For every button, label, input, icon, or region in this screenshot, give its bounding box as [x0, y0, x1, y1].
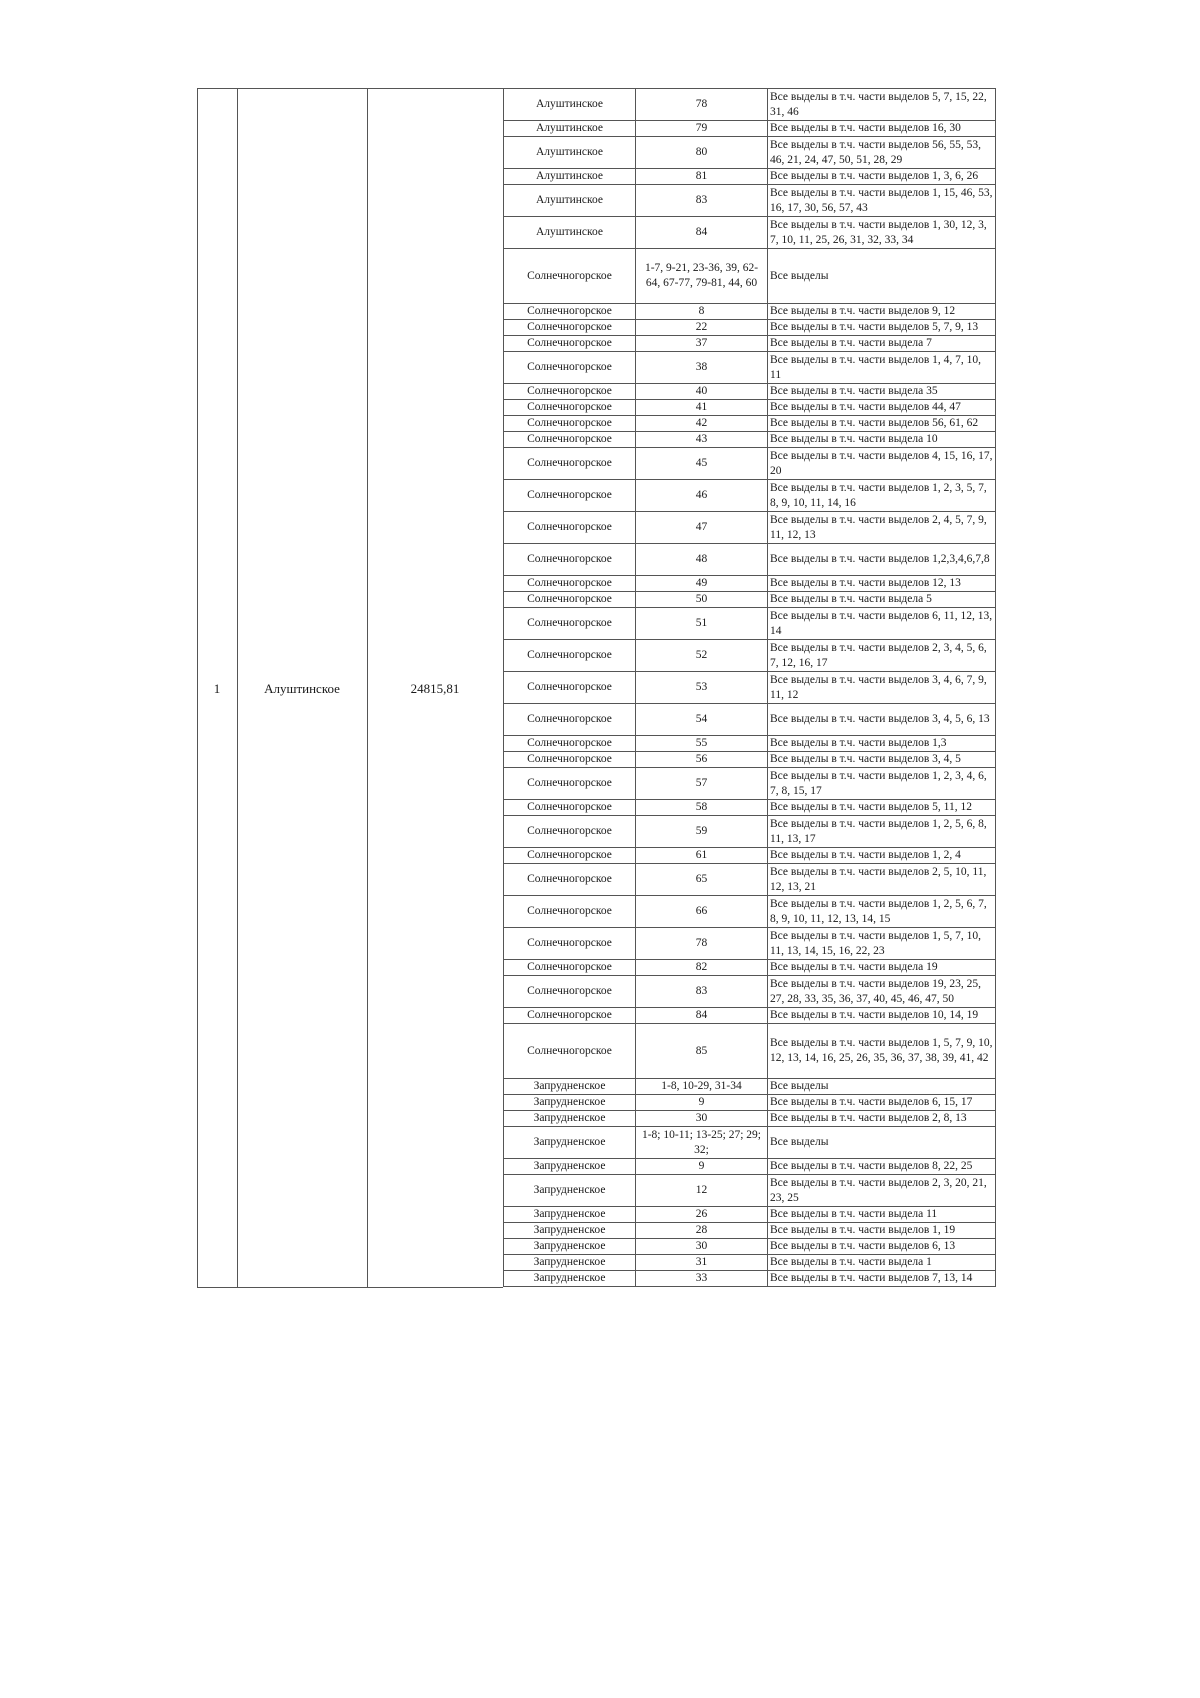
table-row — [504, 640, 996, 672]
quarter-cell: 30 — [636, 1111, 768, 1127]
table-row — [504, 976, 996, 1008]
quarter-cell: 28 — [636, 1223, 768, 1239]
table-row — [504, 1239, 996, 1255]
table-row — [504, 432, 996, 448]
forestry-cell: Солнечногорское — [504, 592, 636, 608]
forestry-cell: Солнечногорское — [504, 864, 636, 896]
forestry-cell: Запрудненское — [504, 1207, 636, 1223]
quarter-cell: 54 — [636, 704, 768, 736]
forestry-cell: Солнечногорское — [504, 736, 636, 752]
parcels-cell: Все выделы в т.ч. части выделов 10, 14, 19 — [768, 1008, 996, 1024]
parcels-cell: Все выделы в т.ч. части выделов 8, 22, 25 — [768, 1159, 996, 1175]
forestry-cell: Солнечногорское — [504, 544, 636, 576]
parcels-cell: Все выделы в т.ч. части выделов 5, 11, 12 — [768, 800, 996, 816]
parcels-cell: Все выделы в т.ч. части выделов 44, 47 — [768, 400, 996, 416]
quarter-cell: 65 — [636, 864, 768, 896]
forestry-cell: Солнечногорское — [504, 800, 636, 816]
group-block — [197, 88, 503, 1288]
forestry-cell: Солнечногорское — [504, 576, 636, 592]
quarter-cell: 61 — [636, 848, 768, 864]
table-row — [504, 1207, 996, 1223]
table-row — [504, 336, 996, 352]
forestry-cell: Солнечногорское — [504, 640, 636, 672]
forestry-cell: Солнечногорское — [504, 1008, 636, 1024]
table-row — [504, 1111, 996, 1127]
quarter-cell: 80 — [636, 137, 768, 169]
forestry-cell: Алуштинское — [504, 169, 636, 185]
quarter-cell: 83 — [636, 185, 768, 217]
quarter-cell: 81 — [636, 169, 768, 185]
forestry-cell: Солнечногорское — [504, 352, 636, 384]
quarter-cell: 52 — [636, 640, 768, 672]
row-index: 1 — [213, 680, 221, 696]
table-row — [504, 1223, 996, 1239]
quarter-cell: 9 — [636, 1159, 768, 1175]
parcels-cell: Все выделы в т.ч. части выделов 1, 30, 12, 3, 7, 10, 11, 25, 26, 31, 32, 33, 34 — [768, 217, 996, 249]
parcels-cell: Все выделы в т.ч. части выделов 9, 12 — [768, 304, 996, 320]
forestry-cell: Солнечногорское — [504, 336, 636, 352]
parcels-cell: Все выделы в т.ч. части выделов 2, 8, 13 — [768, 1111, 996, 1127]
table-row — [504, 185, 996, 217]
quarter-cell: 56 — [636, 752, 768, 768]
forestry-cell: Запрудненское — [504, 1079, 636, 1095]
table-row — [504, 752, 996, 768]
forestry-cell: Солнечногорское — [504, 816, 636, 848]
forestry-cell: Алуштинское — [504, 89, 636, 121]
forestry-cell: Солнечногорское — [504, 384, 636, 400]
parcels-cell: Все выделы в т.ч. части выделов 1, 15, 46, 53, 16, 17, 30, 56, 57, 43 — [768, 185, 996, 217]
table-row — [504, 816, 996, 848]
table-row — [504, 1079, 996, 1095]
forestry-cell: Солнечногорское — [504, 768, 636, 800]
quarter-cell: 1-7, 9-21, 23-36, 39, 62-64, 67-77, 79-81, 44, 60 — [636, 249, 768, 304]
quarter-cell: 37 — [636, 336, 768, 352]
table-row — [504, 672, 996, 704]
table-row — [504, 1024, 996, 1079]
quarter-cell: 43 — [636, 432, 768, 448]
table-row — [504, 736, 996, 752]
forestry-cell: Запрудненское — [504, 1175, 636, 1207]
quarter-cell: 41 — [636, 400, 768, 416]
forestry-cell: Солнечногорское — [504, 928, 636, 960]
parcels-cell: Все выделы в т.ч. части выделов 4, 15, 16, 17, 20 — [768, 448, 996, 480]
forestry-cell: Алуштинское — [504, 185, 636, 217]
table-row — [504, 768, 996, 800]
parcels-cell: Все выделы в т.ч. части выделов 1, 3, 6, 26 — [768, 169, 996, 185]
forestry-cell: Алуштинское — [504, 121, 636, 137]
parcels-cell: Все выделы в т.ч. части выделов 19, 23, 25, 27, 28, 33, 35, 36, 37, 40, 45, 46, 47, 50 — [768, 976, 996, 1008]
parcels-cell: Все выделы в т.ч. части выделов 2, 5, 10, 11, 12, 13, 21 — [768, 864, 996, 896]
forestry-cell: Запрудненское — [504, 1239, 636, 1255]
quarter-cell: 66 — [636, 896, 768, 928]
quarter-cell: 46 — [636, 480, 768, 512]
quarter-cell: 55 — [636, 736, 768, 752]
forestry-cell: Солнечногорское — [504, 512, 636, 544]
parcels-cell: Все выделы в т.ч. части выделов 5, 7, 9, 13 — [768, 320, 996, 336]
table-row — [504, 1255, 996, 1271]
quarter-cell: 51 — [636, 608, 768, 640]
forestry-cell: Солнечногорское — [504, 448, 636, 480]
parcels-cell: Все выделы в т.ч. части выделов 3, 4, 5 — [768, 752, 996, 768]
parcels-cell: Все выделы в т.ч. части выдела 19 — [768, 960, 996, 976]
quarter-cell: 40 — [636, 384, 768, 400]
parcels-cell: Все выделы в т.ч. части выделов 1,3 — [768, 736, 996, 752]
forestry-cell: Запрудненское — [504, 1095, 636, 1111]
forestry-cell: Солнечногорское — [504, 304, 636, 320]
table-row — [504, 400, 996, 416]
quarter-cell: 84 — [636, 1008, 768, 1024]
table-row — [504, 576, 996, 592]
quarter-cell: 50 — [636, 592, 768, 608]
parcels-cell: Все выделы в т.ч. части выдела 10 — [768, 432, 996, 448]
parcels-cell: Все выделы в т.ч. части выдела 1 — [768, 1255, 996, 1271]
forestry-cell: Солнечногорское — [504, 960, 636, 976]
quarter-cell: 78 — [636, 928, 768, 960]
parcels-cell: Все выделы в т.ч. части выделов 1, 19 — [768, 1223, 996, 1239]
table-row — [504, 1159, 996, 1175]
parcels-cell: Все выделы в т.ч. части выделов 12, 13 — [768, 576, 996, 592]
forestry-cell: Солнечногорское — [504, 1024, 636, 1079]
forestry-cell: Солнечногорское — [504, 432, 636, 448]
table-row — [504, 89, 996, 121]
quarter-cell: 45 — [636, 448, 768, 480]
quarter-cell: 83 — [636, 976, 768, 1008]
quarter-cell: 78 — [636, 89, 768, 121]
parcels-cell: Все выделы в т.ч. части выдела 5 — [768, 592, 996, 608]
parcels-cell: Все выделы в т.ч. части выделов 16, 30 — [768, 121, 996, 137]
parcels-cell: Все выделы в т.ч. части выделов 1, 5, 7, 9, 10, 12, 13, 14, 16, 25, 26, 35, 36, 37, 38, 39, 41, 42 — [768, 1024, 996, 1079]
forestry-cell: Запрудненское — [504, 1255, 636, 1271]
table-row — [504, 896, 996, 928]
parcels-cell: Все выделы в т.ч. части выделов 3, 4, 5, 6, 13 — [768, 704, 996, 736]
parcels-cell: Все выделы в т.ч. части выделов 2, 3, 20, 21, 23, 25 — [768, 1175, 996, 1207]
quarter-cell: 33 — [636, 1271, 768, 1287]
parcels-cell: Все выделы в т.ч. части выдела 35 — [768, 384, 996, 400]
table-row — [504, 800, 996, 816]
forestry-cell: Запрудненское — [504, 1159, 636, 1175]
parcels-cell: Все выделы в т.ч. части выделов 6, 11, 12, 13, 14 — [768, 608, 996, 640]
parcels-cell: Все выделы в т.ч. части выдела 11 — [768, 1207, 996, 1223]
quarter-cell: 26 — [636, 1207, 768, 1223]
quarter-cell: 1-8; 10-11; 13-25; 27; 29; 32; — [636, 1127, 768, 1159]
quarter-cell: 22 — [636, 320, 768, 336]
table-row — [504, 1127, 996, 1159]
forestry-cell: Солнечногорское — [504, 320, 636, 336]
parcels-cell: Все выделы в т.ч. части выделов 56, 61, 62 — [768, 416, 996, 432]
parcels-cell: Все выделы в т.ч. части выделов 1, 5, 7, 10, 11, 13, 14, 15, 16, 22, 23 — [768, 928, 996, 960]
parcels-cell: Все выделы в т.ч. части выделов 6, 15, 17 — [768, 1095, 996, 1111]
parcels-cell: Все выделы в т.ч. части выделов 1,2,3,4,6,7,8 — [768, 544, 996, 576]
quarter-cell: 84 — [636, 217, 768, 249]
parcels-cell: Все выделы — [768, 1127, 996, 1159]
group-forestry: Алуштинское — [264, 680, 340, 696]
forestry-cell: Солнечногорское — [504, 416, 636, 432]
parcels-cell: Все выделы в т.ч. части выделов 3, 4, 6, 7, 9, 11, 12 — [768, 672, 996, 704]
parcels-cell: Все выделы в т.ч. части выделов 1, 4, 7, 10, 11 — [768, 352, 996, 384]
parcels-cell: Все выделы в т.ч. части выделов 2, 4, 5, 7, 9, 11, 12, 13 — [768, 512, 996, 544]
group-area: 24815,81 — [410, 680, 460, 696]
parcels-cell: Все выделы в т.ч. части выделов 5, 7, 15, 22, 31, 46 — [768, 89, 996, 121]
parcels-cell: Все выделы в т.ч. части выделов 1, 2, 3, 4, 6, 7, 8, 15, 17 — [768, 768, 996, 800]
parcels-cell: Все выделы в т.ч. части выделов 7, 13, 14 — [768, 1271, 996, 1287]
table-row — [504, 352, 996, 384]
table-row — [504, 384, 996, 400]
forestry-cell: Запрудненское — [504, 1127, 636, 1159]
parcels-cell: Все выделы в т.ч. части выдела 7 — [768, 336, 996, 352]
quarter-cell: 12 — [636, 1175, 768, 1207]
parcels-cell: Все выделы в т.ч. части выделов 1, 2, 5, 6, 7, 8, 9, 10, 11, 12, 13, 14, 15 — [768, 896, 996, 928]
forestry-cell: Солнечногорское — [504, 249, 636, 304]
quarter-cell: 9 — [636, 1095, 768, 1111]
parcels-cell: Все выделы в т.ч. части выделов 1, 2, 5, 6, 8, 11, 13, 17 — [768, 816, 996, 848]
parcels-cell: Все выделы в т.ч. части выделов 2, 3, 4, 5, 6, 7, 12, 16, 17 — [768, 640, 996, 672]
table-row — [504, 249, 996, 304]
forestry-cell: Солнечногорское — [504, 848, 636, 864]
parcels-cell: Все выделы в т.ч. части выделов 56, 55, 53, 46, 21, 24, 47, 50, 51, 28, 29 — [768, 137, 996, 169]
quarter-cell: 82 — [636, 960, 768, 976]
forestry-cell: Запрудненское — [504, 1271, 636, 1287]
table-row — [504, 1095, 996, 1111]
quarter-cell: 85 — [636, 1024, 768, 1079]
quarter-cell: 48 — [636, 544, 768, 576]
table-row — [504, 217, 996, 249]
quarter-cell: 58 — [636, 800, 768, 816]
forestry-cell: Солнечногорское — [504, 672, 636, 704]
parcels-table-body — [504, 89, 996, 1287]
forestry-cell: Солнечногорское — [504, 976, 636, 1008]
forestry-cell: Запрудненское — [504, 1223, 636, 1239]
table-row — [504, 960, 996, 976]
quarter-cell: 42 — [636, 416, 768, 432]
table-row — [504, 864, 996, 896]
forestry-cell: Солнечногорское — [504, 608, 636, 640]
table-row — [504, 169, 996, 185]
forestry-cell: Солнечногорское — [504, 896, 636, 928]
table-row — [504, 1271, 996, 1287]
table-row — [504, 704, 996, 736]
table-row — [504, 512, 996, 544]
forestry-cell: Алуштинское — [504, 137, 636, 169]
forestry-cell: Алуштинское — [504, 217, 636, 249]
table-row — [504, 592, 996, 608]
parcels-table — [503, 88, 996, 1287]
forestry-cell: Солнечногорское — [504, 752, 636, 768]
table-row — [504, 928, 996, 960]
parcels-cell: Все выделы в т.ч. части выделов 1, 2, 4 — [768, 848, 996, 864]
quarter-cell: 1-8, 10-29, 31-34 — [636, 1079, 768, 1095]
quarter-cell: 31 — [636, 1255, 768, 1271]
table-row — [504, 448, 996, 480]
table-row — [504, 304, 996, 320]
forestry-cell: Солнечногорское — [504, 400, 636, 416]
quarter-cell: 49 — [636, 576, 768, 592]
quarter-cell: 38 — [636, 352, 768, 384]
forestry-cell: Солнечногорское — [504, 480, 636, 512]
table-row — [504, 608, 996, 640]
forestry-cell: Солнечногорское — [504, 704, 636, 736]
table-row — [504, 1008, 996, 1024]
parcels-cell: Все выделы — [768, 249, 996, 304]
quarter-cell: 59 — [636, 816, 768, 848]
parcels-cell: Все выделы — [768, 1079, 996, 1095]
quarter-cell: 30 — [636, 1239, 768, 1255]
table-row — [504, 320, 996, 336]
table-row — [504, 416, 996, 432]
table-row — [504, 544, 996, 576]
quarter-cell: 79 — [636, 121, 768, 137]
quarter-cell: 57 — [636, 768, 768, 800]
quarter-cell: 53 — [636, 672, 768, 704]
parcels-cell: Все выделы в т.ч. части выделов 1, 2, 3, 5, 7, 8, 9, 10, 11, 14, 16 — [768, 480, 996, 512]
table-row — [504, 137, 996, 169]
table-row — [504, 848, 996, 864]
table-row — [504, 121, 996, 137]
forestry-cell: Запрудненское — [504, 1111, 636, 1127]
table-row — [504, 480, 996, 512]
parcels-cell: Все выделы в т.ч. части выделов 6, 13 — [768, 1239, 996, 1255]
table-row — [504, 1175, 996, 1207]
quarter-cell: 8 — [636, 304, 768, 320]
quarter-cell: 47 — [636, 512, 768, 544]
